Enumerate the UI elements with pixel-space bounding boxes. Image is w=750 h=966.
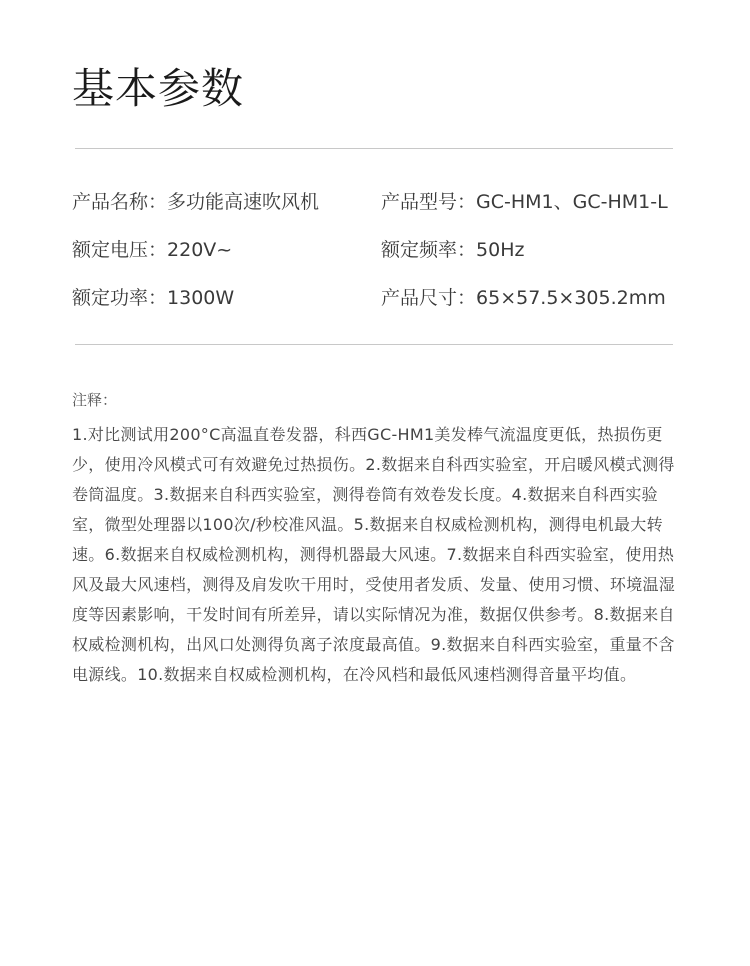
spec-label: 产品名称： xyxy=(72,191,168,213)
notes-body: 1.对比测试用200°C高温直卷发器，科西GC-HM1美发棒气流温度更低，热损伤更少，使用冷风模式可有效避免过热损伤。2.数据来自科西实验室，开启暖风模式测得卷筒温度。3.数据来自科西实验室，测得卷筒有效卷发长度。4.数据来自科西实验室，微型处理器以100次/秒校准风温。5.数据来自权威检测机构，测得电机最大转速。6.数据来自权威检测机构，测得机器最大风速。7.数据来自科西实验室，使用热风及最大风速档，测得及肩发吹干用时，受使用者发质、发量、使用习惯、环境温湿度等因素影响，干发时间有所差异，请以实际情况为准，数据仅供参考。8.数据来自权威检测机构，出风口处测得负离子浓度最高值。9.数据来自科西实验室，重量不含电源线。10.数据来自权威检测机构，在冷风档和最低风速档测得音量平均值。 xyxy=(72,425,676,684)
divider-bottom xyxy=(75,344,673,345)
spec-value: 220V~ xyxy=(167,239,233,261)
spec-label: 额定功率： xyxy=(72,287,168,309)
spec-value: 50Hz xyxy=(476,239,525,261)
spec-table xyxy=(72,182,712,326)
spec-value: 1300W xyxy=(167,287,235,309)
spec-label: 产品型号： xyxy=(381,191,477,213)
notes-heading: 注释： xyxy=(72,391,118,409)
divider-top xyxy=(75,148,673,149)
spec-row xyxy=(72,278,712,326)
spec-label: 产品尺寸： xyxy=(381,287,477,309)
spec-label: 额定频率： xyxy=(381,239,477,261)
spec-product-model xyxy=(381,182,668,222)
spec-row xyxy=(72,182,712,230)
spec-value: 多功能高速吹风机 xyxy=(167,191,320,213)
spec-product-size xyxy=(381,278,666,318)
spec-product-name xyxy=(72,182,319,222)
spec-rated-voltage xyxy=(72,230,232,270)
spec-label: 额定电压： xyxy=(72,239,168,261)
spec-rated-frequency xyxy=(381,230,524,270)
spec-rated-power xyxy=(72,278,234,318)
spec-row xyxy=(72,230,712,278)
notes-section xyxy=(72,388,684,690)
page-title: 基本参数 xyxy=(72,64,245,113)
spec-value: GC-HM1、GC-HM1-L xyxy=(476,191,668,213)
spec-value: 65×57.5×305.2mm xyxy=(476,287,666,309)
